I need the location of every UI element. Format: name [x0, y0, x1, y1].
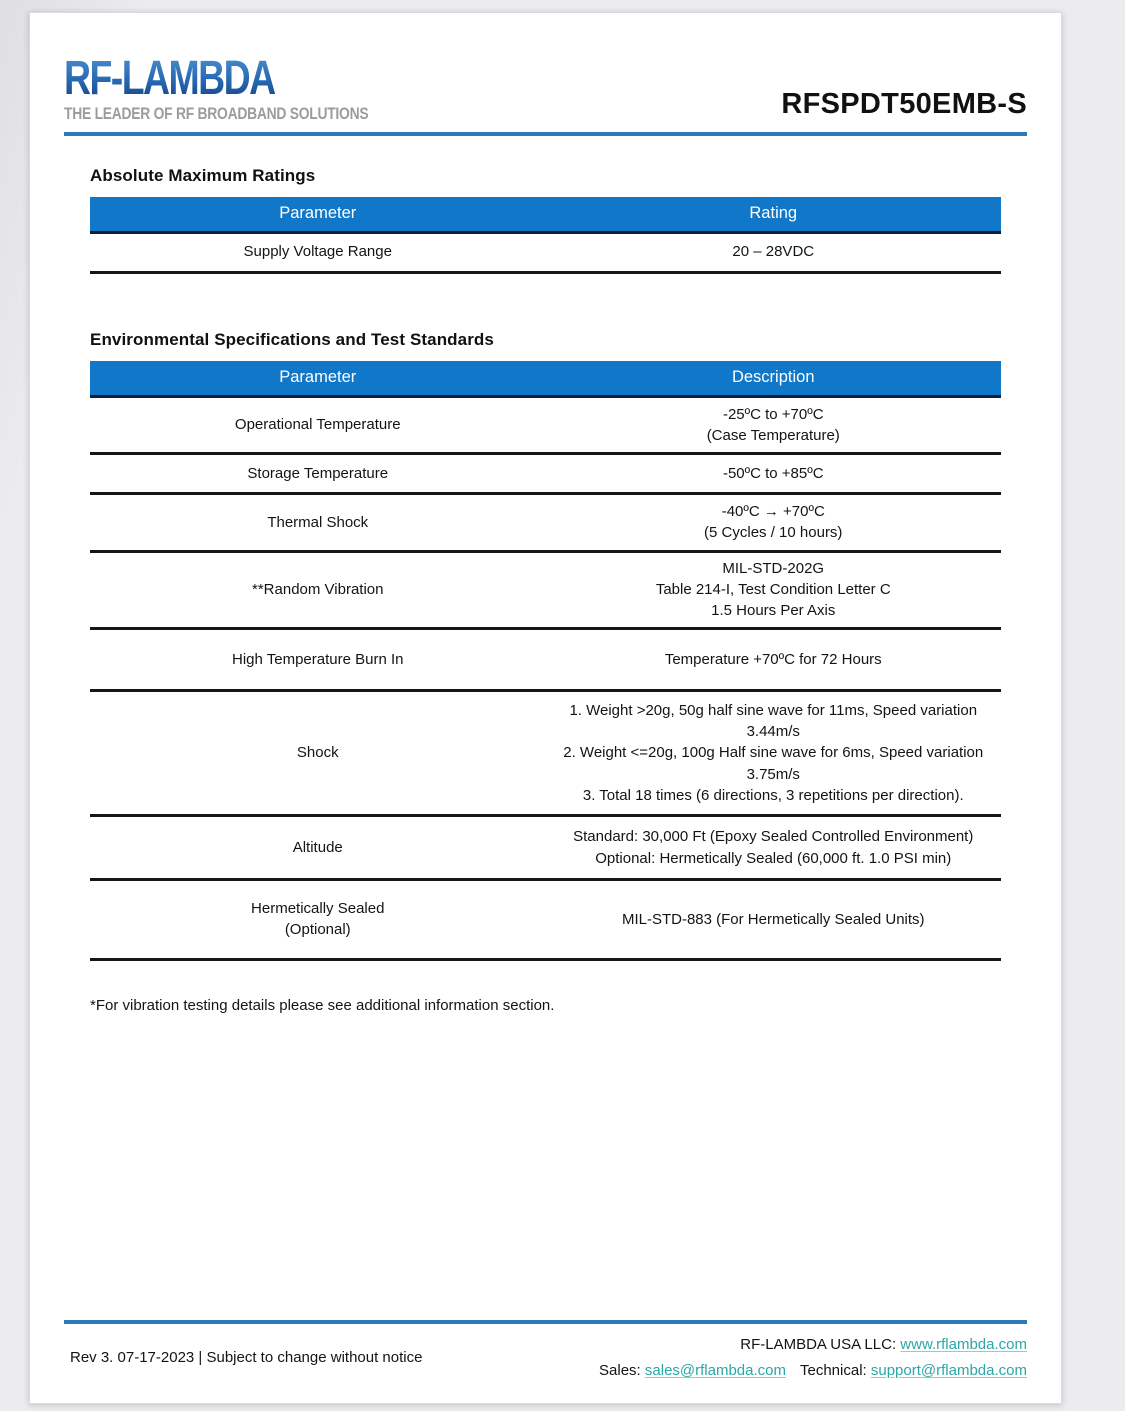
table-row: [90, 692, 1001, 817]
description-line: Standard: 30,000 Ft (Epoxy Sealed Controlled Environment): [573, 828, 974, 846]
description-line: 1. Weight >20g, 50g half sine wave for 11ms, Speed variation 3.44m/s: [569, 701, 978, 741]
table-row: [90, 630, 1001, 692]
column-header: Description: [731, 367, 815, 386]
parameter-cell: [90, 463, 546, 484]
footer-divider: [64, 1320, 1027, 1324]
description-cell: [546, 404, 1002, 447]
description-cell: [546, 241, 1002, 262]
company-line: [599, 1336, 1027, 1353]
document-page: [29, 12, 1062, 1404]
description-cell: [546, 700, 1002, 806]
parameter-cell: [90, 241, 546, 262]
parameter-line: Storage Temperature: [247, 464, 389, 482]
section-title: Environmental Specifications and Test Standards: [90, 329, 494, 349]
parameter-cell: [90, 742, 546, 763]
parameter-line: Thermal Shock: [267, 513, 369, 531]
description-line: Temperature +70ºC for 72 Hours: [664, 650, 882, 668]
table-row: [90, 553, 1001, 630]
contact-line: [599, 1362, 1027, 1379]
column-header: Rating: [749, 203, 798, 222]
description-line: (Case Temperature): [706, 426, 840, 444]
blank-area: [64, 1014, 1027, 1320]
parameter-cell: [90, 512, 546, 533]
description-line: Optional: Hermetically Sealed (60,000 ft. 1.0 PSI min): [595, 849, 952, 867]
table-row: [90, 495, 1001, 553]
section-environmental-specifications: [90, 330, 1001, 961]
parameter-line: Supply Voltage Range: [243, 243, 392, 261]
sales-email-link[interactable]: sales@rflambda.com: [644, 1362, 786, 1379]
description-line: MIL-STD-202G: [722, 559, 825, 577]
parameter-line: High Temperature Burn In: [232, 650, 404, 668]
vibration-footnote: *For vibration testing details please see additional information section.: [90, 996, 555, 1014]
description-cell: [546, 826, 1002, 869]
table-row: [90, 817, 1001, 881]
description-line: 2. Weight <=20g, 100g Half sine wave for 6ms, Speed variation 3.75m/s: [563, 744, 984, 783]
parameter-cell: [90, 579, 546, 600]
description-line: -25ºC to +70ºC: [722, 405, 824, 423]
description-line: -50ºC to +85ºC: [722, 464, 824, 482]
section-absolute-maximum-ratings: [90, 166, 1001, 274]
description-line: (5 Cycles / 10 hours): [704, 524, 843, 542]
parameter-cell: [90, 898, 546, 941]
table-header-row: [90, 197, 1001, 234]
sales-label: Sales:: [599, 1362, 645, 1379]
parameter-line: **Random Vibration: [252, 580, 384, 598]
revision-notice: Rev 3. 07-17-2023 | Subject to change without notice: [70, 1349, 423, 1366]
parameter-line: Operational Temperature: [234, 416, 401, 434]
parameter-line: Shock: [296, 744, 339, 762]
company-label: RF-LAMBDA USA LLC:: [740, 1336, 901, 1353]
rf-lambda-logo: [64, 52, 426, 123]
description-cell: [546, 558, 1002, 622]
description-line: MIL-STD-883 (For Hermetically Sealed Units): [621, 910, 925, 928]
logo-tagline: THE LEADER OF RF BROADBAND SOLUTIONS: [64, 105, 369, 123]
description-line: Table 214-I, Test Condition Letter C: [655, 580, 891, 598]
document-footer: [64, 1320, 1027, 1403]
document-header: [64, 13, 1027, 123]
table-row: [90, 881, 1001, 961]
description-cell: [546, 501, 1002, 544]
environmental-specifications-table: [90, 361, 1001, 961]
parameter-line: Altitude: [292, 839, 343, 856]
parameter-line: (Optional): [284, 921, 351, 939]
product-code-title: RFSPDT50EMB-S: [781, 87, 1027, 120]
table-row: [90, 398, 1001, 456]
section-title: Absolute Maximum Ratings: [90, 165, 316, 185]
contact-block: [599, 1336, 1027, 1379]
technical-email-link[interactable]: support@rflambda.com: [870, 1362, 1027, 1379]
parameter-cell: [90, 837, 546, 858]
website-link[interactable]: www.rflambda.com: [900, 1336, 1027, 1353]
column-header: Parameter: [279, 203, 357, 222]
logo-wordmark: RF-LAMBDA: [64, 55, 347, 103]
table-row: [90, 234, 1001, 274]
description-cell: [546, 909, 1002, 930]
description-line: 1.5 Hours Per Axis: [711, 602, 836, 620]
technical-label: Technical:: [800, 1362, 871, 1379]
column-header: Parameter: [279, 367, 357, 386]
parameter-cell: [90, 414, 546, 435]
parameter-line: Hermetically Sealed: [251, 899, 385, 917]
description-line: -40ºC → +70ºC: [721, 503, 825, 521]
absolute-maximum-ratings-table: [90, 197, 1001, 274]
table-header-row: [90, 361, 1001, 398]
description-cell: [546, 649, 1002, 670]
description-line: 3. Total 18 times (6 directions, 3 repetitions per direction).: [582, 787, 964, 805]
description-cell: [546, 463, 1002, 484]
document-body: [64, 136, 1027, 961]
parameter-cell: [90, 649, 546, 670]
description-line: 20 – 28VDC: [732, 243, 815, 261]
table-row: [90, 455, 1001, 495]
